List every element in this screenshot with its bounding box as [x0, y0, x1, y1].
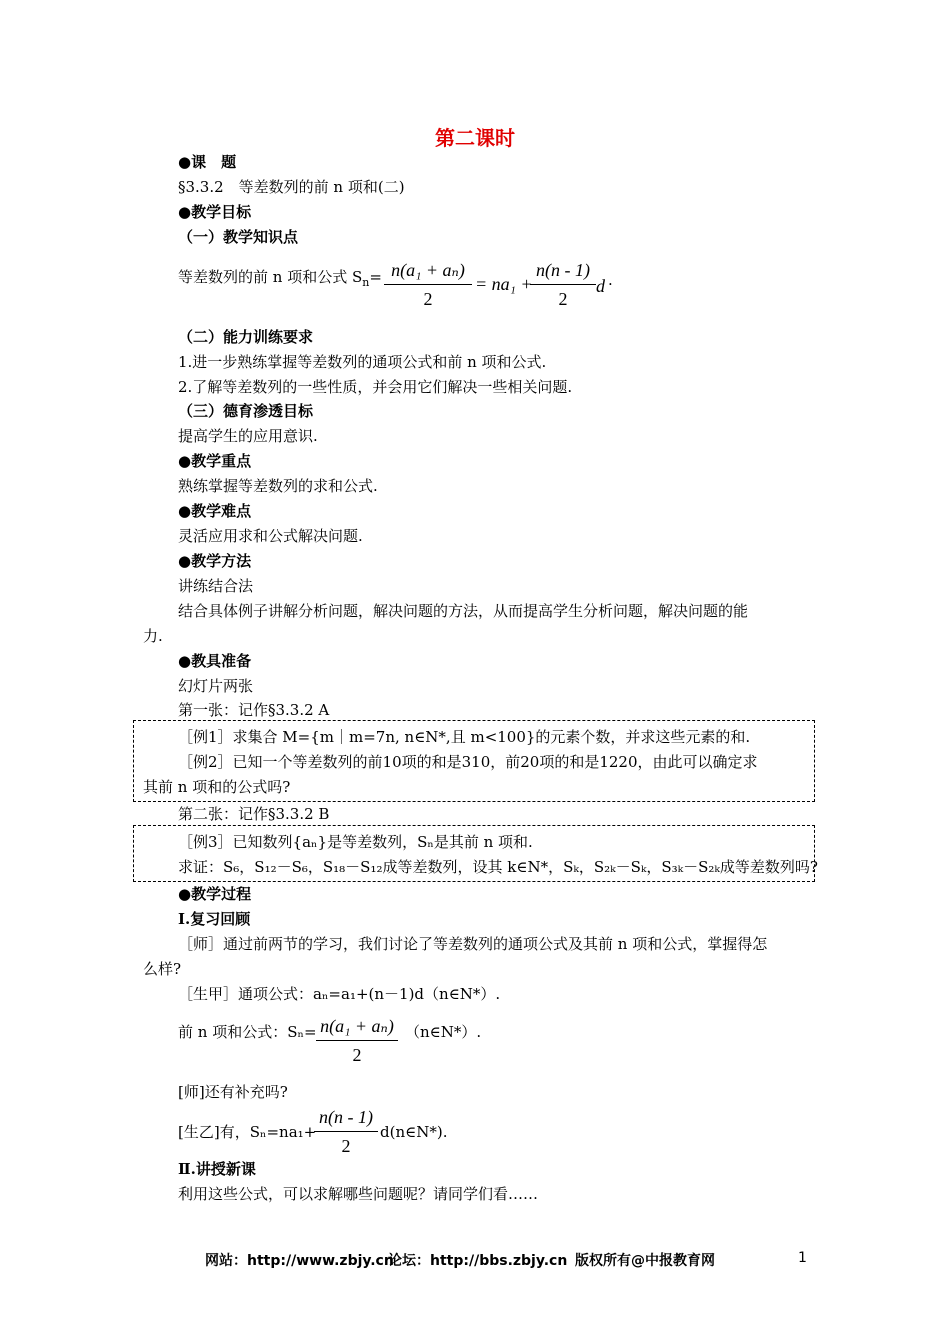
sum-formula-fraction-2: n(n - 1) 2 [530, 258, 596, 311]
slide-1-label: 第一张：记作§3.3.2 A [178, 701, 330, 719]
difficulty-heading: ●教学难点 [178, 502, 252, 520]
goals-heading: ●教学目标 [178, 203, 252, 221]
ability-item-1: 1.进一步熟练掌握等差数列的通项公式和前 n 项和公式. [178, 353, 547, 371]
example-3-line-2: 求证：S₆，S₁₂－S₆，S₁₈－S₁₂成等差数列，设其 k∈N*，Sₖ，S₂ₖ－Sₖ，S₃ₖ－S₂ₖ成等差数列吗? [178, 858, 818, 876]
method-desc-line-2: 力. [143, 627, 163, 645]
teacher-line-3: [师]还有补充吗? [178, 1083, 288, 1101]
tools-heading: ●教具准备 [178, 652, 252, 670]
method-desc-line-1: 结合具体例子讲解分析问题，解决问题的方法，从而提高学生分析问题，解决问题的能 [178, 602, 749, 620]
sum-formula-review-suffix: （n∈N*）. [405, 1023, 482, 1041]
ability-item-2: 2.了解等差数列的一些性质，并会用它们解决一些相关问题. [178, 378, 573, 396]
teacher-line-1: ［师］通过前两节的学习，我们讨论了等差数列的通项公式及其前 n 项和公式，掌握得怎 [178, 935, 768, 953]
teacher-line-2: 么样? [143, 960, 182, 978]
example-2-line-2: 其前 n 项和的公式吗? [143, 778, 291, 796]
moral-text: 提高学生的应用意识. [178, 427, 318, 445]
page-number: 1 [798, 1250, 807, 1266]
topic-heading: ●课 题 [178, 153, 237, 171]
key-text: 熟练掌握等差数列的求和公式. [178, 477, 378, 495]
example-3-line-1: ［例3］已知数列{aₙ}是等差数列，Sₙ是其前 n 项和. [178, 833, 533, 851]
sum-formula-review-fraction: n(a₁ + aₙ) 2 [316, 1014, 398, 1067]
sum-formula-middle: = na₁ + [475, 274, 533, 294]
sum-formula-label: 等差数列的前 n 项和公式 $S_n=$ [178, 268, 382, 289]
student-a-answer: ［生甲］通项公式：aₙ=a₁+(n－1)d（n∈N*）. [178, 985, 501, 1003]
method-heading: ●教学方法 [178, 552, 252, 570]
ability-heading: （二）能力训练要求 [178, 328, 314, 346]
footer-forum: 论坛：http://bbs.zbjy.cn [388, 1253, 568, 1269]
sum-formula-period: . [608, 271, 613, 289]
sum-formula-fraction-1: n(a₁ + aₙ) 2 [384, 258, 472, 311]
process-heading: ●教学过程 [178, 885, 252, 903]
topic-text: §3.3.2 等差数列的前 n 项和(二) [178, 178, 405, 196]
page-title: 第二课时 [435, 126, 515, 150]
method-text: 讲练结合法 [178, 577, 254, 595]
sum-formula-d: d [596, 276, 605, 296]
knowledge-heading: （一）教学知识点 [178, 228, 299, 246]
difficulty-text: 灵活应用求和公式解决问题. [178, 527, 363, 545]
footer-site: 网站：http://www.zbjy.cn [205, 1253, 394, 1269]
review-heading: Ⅰ.复习回顾 [178, 910, 251, 928]
student-b-fraction: n(n - 1) 2 [314, 1105, 378, 1158]
footer-copyright: 版权所有@中报教育网 [575, 1253, 715, 1269]
tools-text: 幻灯片两张 [178, 677, 254, 695]
student-b-prefix: [生乙]有，Sₙ=na₁+ [178, 1123, 317, 1141]
student-b-suffix: d(n∈N*). [380, 1123, 448, 1141]
example-2-line-1: ［例2］已知一个等差数列的前10项的和是310，前20项的和是1220，由此可以确定求 [178, 753, 758, 771]
moral-heading: （三）德育渗透目标 [178, 402, 314, 420]
new-lesson-heading: Ⅱ.讲授新课 [178, 1160, 256, 1178]
new-lesson-text: 利用这些公式，可以求解哪些问题呢？请同学们看…… [178, 1185, 539, 1203]
sum-formula-review-label: 前 n 项和公式：Sₙ= [178, 1023, 317, 1041]
slide-2-label: 第二张：记作§3.3.2 B [178, 805, 330, 823]
key-heading: ●教学重点 [178, 452, 252, 470]
example-1: ［例1］求集合 M={m｜m=7n, n∈N*,且 m<100}的元素个数，并求这些元素的和. [178, 728, 751, 746]
